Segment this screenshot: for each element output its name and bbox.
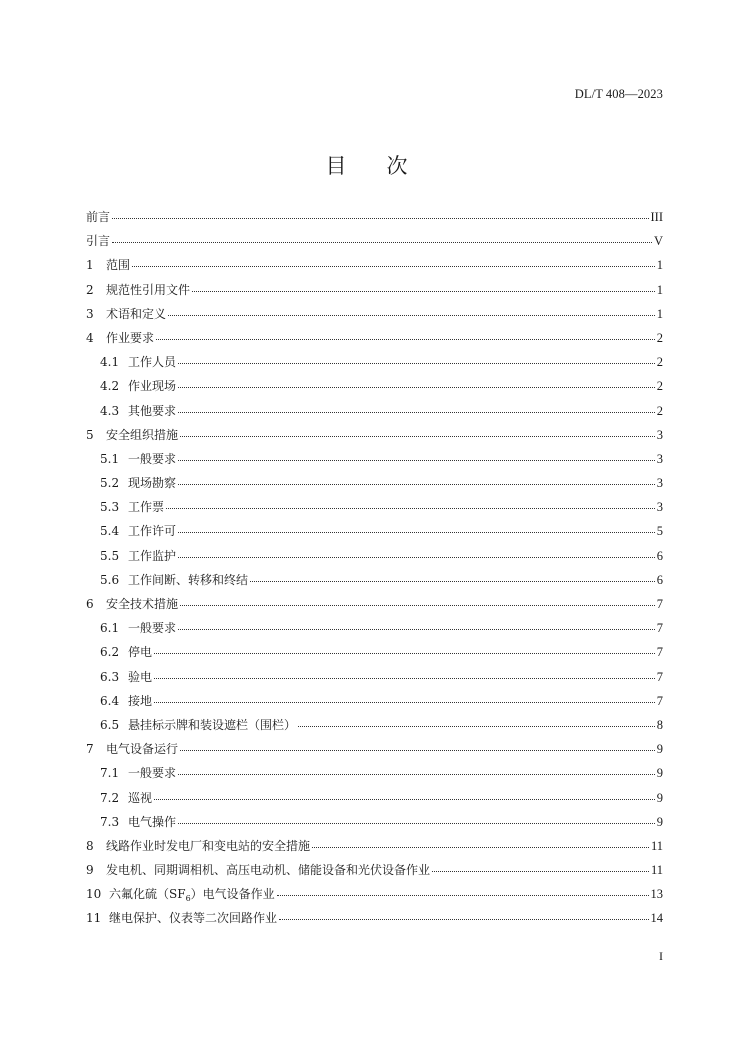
toc-subentry[interactable]	[86, 621, 663, 645]
toc-entry-number: 7.2	[100, 790, 120, 805]
toc-entry-number: 5	[86, 427, 94, 442]
toc-entry-page: 3	[656, 476, 663, 491]
toc-subentry[interactable]	[86, 766, 663, 790]
toc-entry[interactable]	[86, 863, 663, 887]
toc-entry-label: 其他要求	[128, 403, 177, 418]
toc-entry-label-part: 六氟化硫（SF	[109, 887, 186, 902]
dot-leader	[154, 799, 655, 800]
dot-leader	[178, 774, 655, 775]
toc-subentry[interactable]	[86, 452, 663, 476]
toc-entry-number: 11	[86, 911, 102, 926]
toc-entry-number: 6.5	[100, 717, 120, 732]
toc-entry-page: 11	[650, 863, 663, 878]
toc-entry-label: 作业现场	[128, 379, 177, 394]
toc-entry-number: 5.3	[100, 500, 120, 515]
toc-subentry[interactable]	[86, 500, 663, 524]
toc-entry-number: 4.3	[100, 403, 120, 418]
toc-entry-number: 8	[86, 838, 94, 853]
dot-leader	[154, 702, 655, 703]
toc-subentry[interactable]	[86, 524, 663, 548]
toc-entry-label: 安全组织措施	[106, 427, 179, 442]
page-title: 目次	[325, 154, 448, 178]
toc-entry-number: 4.2	[100, 379, 120, 394]
toc-entry-label: 工作间断、转移和终结	[128, 572, 249, 587]
dot-leader	[178, 363, 655, 364]
dot-leader	[132, 266, 655, 267]
toc-entry-number: 9	[86, 863, 94, 878]
toc-entry-label: 现场勘察	[128, 476, 177, 491]
dot-leader	[112, 242, 652, 243]
toc-subentry[interactable]	[86, 476, 663, 500]
toc-entry-number: 7	[86, 742, 94, 757]
dot-leader	[178, 532, 655, 533]
dot-leader	[178, 484, 655, 485]
toc-subentry[interactable]	[86, 815, 663, 839]
toc-entry-label: 验电	[128, 669, 153, 684]
toc-entry[interactable]	[86, 839, 663, 863]
toc-entry-page: 11	[650, 838, 663, 853]
page-number: I	[659, 949, 663, 963]
toc-entry-page: 1	[656, 282, 663, 297]
toc-entry[interactable]	[86, 258, 663, 282]
toc-entry-number: 4	[86, 330, 94, 345]
toc-entry[interactable]	[86, 597, 663, 621]
toc-entry-label: 范围	[106, 258, 131, 273]
toc-entry-page: 9	[656, 814, 663, 829]
toc-entry-label: 停电	[128, 645, 153, 660]
toc-subentry[interactable]	[86, 404, 663, 428]
toc-subentry[interactable]	[86, 791, 663, 815]
toc-entry-page: 2	[656, 355, 663, 370]
toc-subentry[interactable]	[86, 645, 663, 669]
toc-entry-page: 7	[656, 645, 663, 660]
dot-leader	[168, 315, 655, 316]
toc-entry-number: 10	[86, 887, 102, 902]
toc-entry-page: 7	[656, 693, 663, 708]
toc-entry-label: 电气操作	[128, 814, 177, 829]
dot-leader	[192, 291, 655, 292]
toc-entry-label: 安全技术措施	[106, 597, 179, 611]
toc-entry-page: 2	[656, 330, 663, 345]
toc-entry-number: 5.4	[100, 524, 120, 539]
toc-entry-label: 电气设备运行	[106, 742, 179, 757]
toc-entry-label: 规范性引用文件	[106, 282, 191, 297]
toc-entry[interactable]	[86, 428, 663, 452]
dot-leader	[178, 412, 655, 413]
toc-entry-number: 5.6	[100, 572, 120, 587]
toc-entry-label: 工作票	[128, 500, 165, 515]
toc-entry-number: 6	[86, 597, 94, 611]
toc-entry-number: 6.3	[100, 669, 120, 684]
toc-entry-label: 继电保护、仪表等二次回路作业	[109, 911, 278, 926]
toc-entry-page: 9	[656, 790, 663, 805]
toc-entry[interactable]	[86, 210, 663, 234]
toc-entry-label: 工作许可	[128, 524, 177, 539]
toc-entry-label: 前言	[86, 210, 111, 224]
toc-entry[interactable]	[86, 911, 663, 935]
toc-entry-label: 线路作业时发电厂和变电站的安全措施	[106, 838, 311, 853]
dot-leader	[277, 895, 649, 896]
toc-subentry[interactable]	[86, 379, 663, 403]
toc-entry-page: 3	[656, 451, 663, 466]
standard-code: DL/T 408—2023	[574, 87, 663, 101]
toc-entry-number: 5.5	[100, 548, 120, 563]
toc-entry-label: 工作监护	[128, 548, 177, 563]
dot-leader	[166, 508, 655, 509]
dot-leader	[180, 436, 655, 437]
toc-entry[interactable]	[86, 283, 663, 307]
toc-subentry[interactable]	[86, 694, 663, 718]
toc-entry-page: 3	[656, 427, 663, 442]
dot-leader	[154, 678, 655, 679]
toc-entry-page: 7	[656, 621, 663, 636]
toc-entry-label: 作业要求	[106, 330, 155, 345]
toc-entry-number: 7.1	[100, 766, 120, 781]
toc-entry-number: 6.1	[100, 621, 120, 636]
toc-entry-number: 4.1	[100, 355, 120, 370]
toc-entry-page: III	[650, 210, 663, 224]
toc-entry-label: 悬挂标示牌和装设遮栏（围栏）	[128, 717, 297, 732]
toc-entry-label-part: ）电气设备作业	[190, 887, 275, 902]
toc-entry-page: 13	[650, 887, 663, 902]
toc-entry-number: 5.2	[100, 476, 120, 491]
dot-leader	[250, 581, 655, 582]
toc-entry-label: 发电机、同期调相机、高压电动机、储能设备和光伏设备作业	[106, 863, 431, 878]
toc-entry-number: 2	[86, 282, 94, 297]
toc-entry[interactable]	[86, 307, 663, 331]
toc-entry-number: 3	[86, 306, 94, 321]
toc-subentry[interactable]	[86, 670, 663, 694]
dot-leader	[178, 460, 655, 461]
dot-leader	[180, 750, 655, 751]
toc-subentry[interactable]	[86, 355, 663, 379]
toc-entry-page: 6	[656, 548, 663, 563]
toc-entry-page: 3	[656, 500, 663, 515]
toc-entry-page: 7	[656, 597, 663, 611]
dot-leader	[112, 218, 648, 219]
toc-entry-page: 7	[656, 669, 663, 684]
toc-entry-number: 6.2	[100, 645, 120, 660]
dot-leader	[312, 847, 649, 848]
toc-entry-page: 9	[656, 766, 663, 781]
toc-subentry[interactable]	[86, 718, 663, 742]
toc-entry-page: 6	[656, 572, 663, 587]
toc-entry-label: 引言	[86, 234, 111, 249]
dot-leader	[298, 726, 655, 727]
toc-subentry[interactable]	[86, 549, 663, 573]
toc-entry-label: 一般要求	[128, 621, 177, 636]
dot-leader	[432, 871, 649, 872]
toc-entry-label: 巡视	[128, 790, 153, 805]
toc-entry-page: V	[653, 234, 663, 249]
dot-leader	[178, 557, 655, 558]
toc-entry-page: 1	[656, 306, 663, 321]
toc-entry-label: 一般要求	[128, 766, 177, 781]
toc-entry[interactable]	[86, 234, 663, 258]
toc-entry-page: 1	[656, 258, 663, 273]
toc-entry-label: 一般要求	[128, 451, 177, 466]
toc-entry[interactable]	[86, 887, 663, 911]
table-of-contents	[86, 210, 663, 936]
toc-entry-page: 14	[650, 911, 663, 926]
toc-entry-label: 工作人员	[128, 355, 177, 370]
dot-leader	[178, 387, 655, 388]
dot-leader	[178, 629, 655, 630]
toc-entry-number: 1	[86, 258, 94, 273]
dot-leader	[154, 653, 655, 654]
toc-entry[interactable]	[86, 742, 663, 766]
toc-entry-label-subscript: 6	[185, 894, 191, 904]
dot-leader	[156, 339, 655, 340]
toc-entry-page: 9	[656, 742, 663, 757]
toc-entry-page: 2	[656, 403, 663, 418]
toc-entry[interactable]	[86, 331, 663, 355]
dot-leader	[180, 605, 655, 606]
toc-entry-number: 6.4	[100, 693, 120, 708]
toc-entry-page: 5	[656, 524, 663, 539]
toc-entry-number: 7.3	[100, 814, 120, 829]
dot-leader	[279, 919, 648, 920]
dot-leader	[178, 823, 655, 824]
toc-subentry[interactable]	[86, 573, 663, 597]
toc-entry-number: 5.1	[100, 451, 120, 466]
toc-entry-label: 接地	[128, 693, 153, 708]
toc-entry-page: 2	[656, 379, 663, 394]
toc-entry-page: 8	[656, 717, 663, 732]
toc-entry-label: 术语和定义	[106, 306, 167, 321]
toc-entry-label	[109, 887, 275, 906]
